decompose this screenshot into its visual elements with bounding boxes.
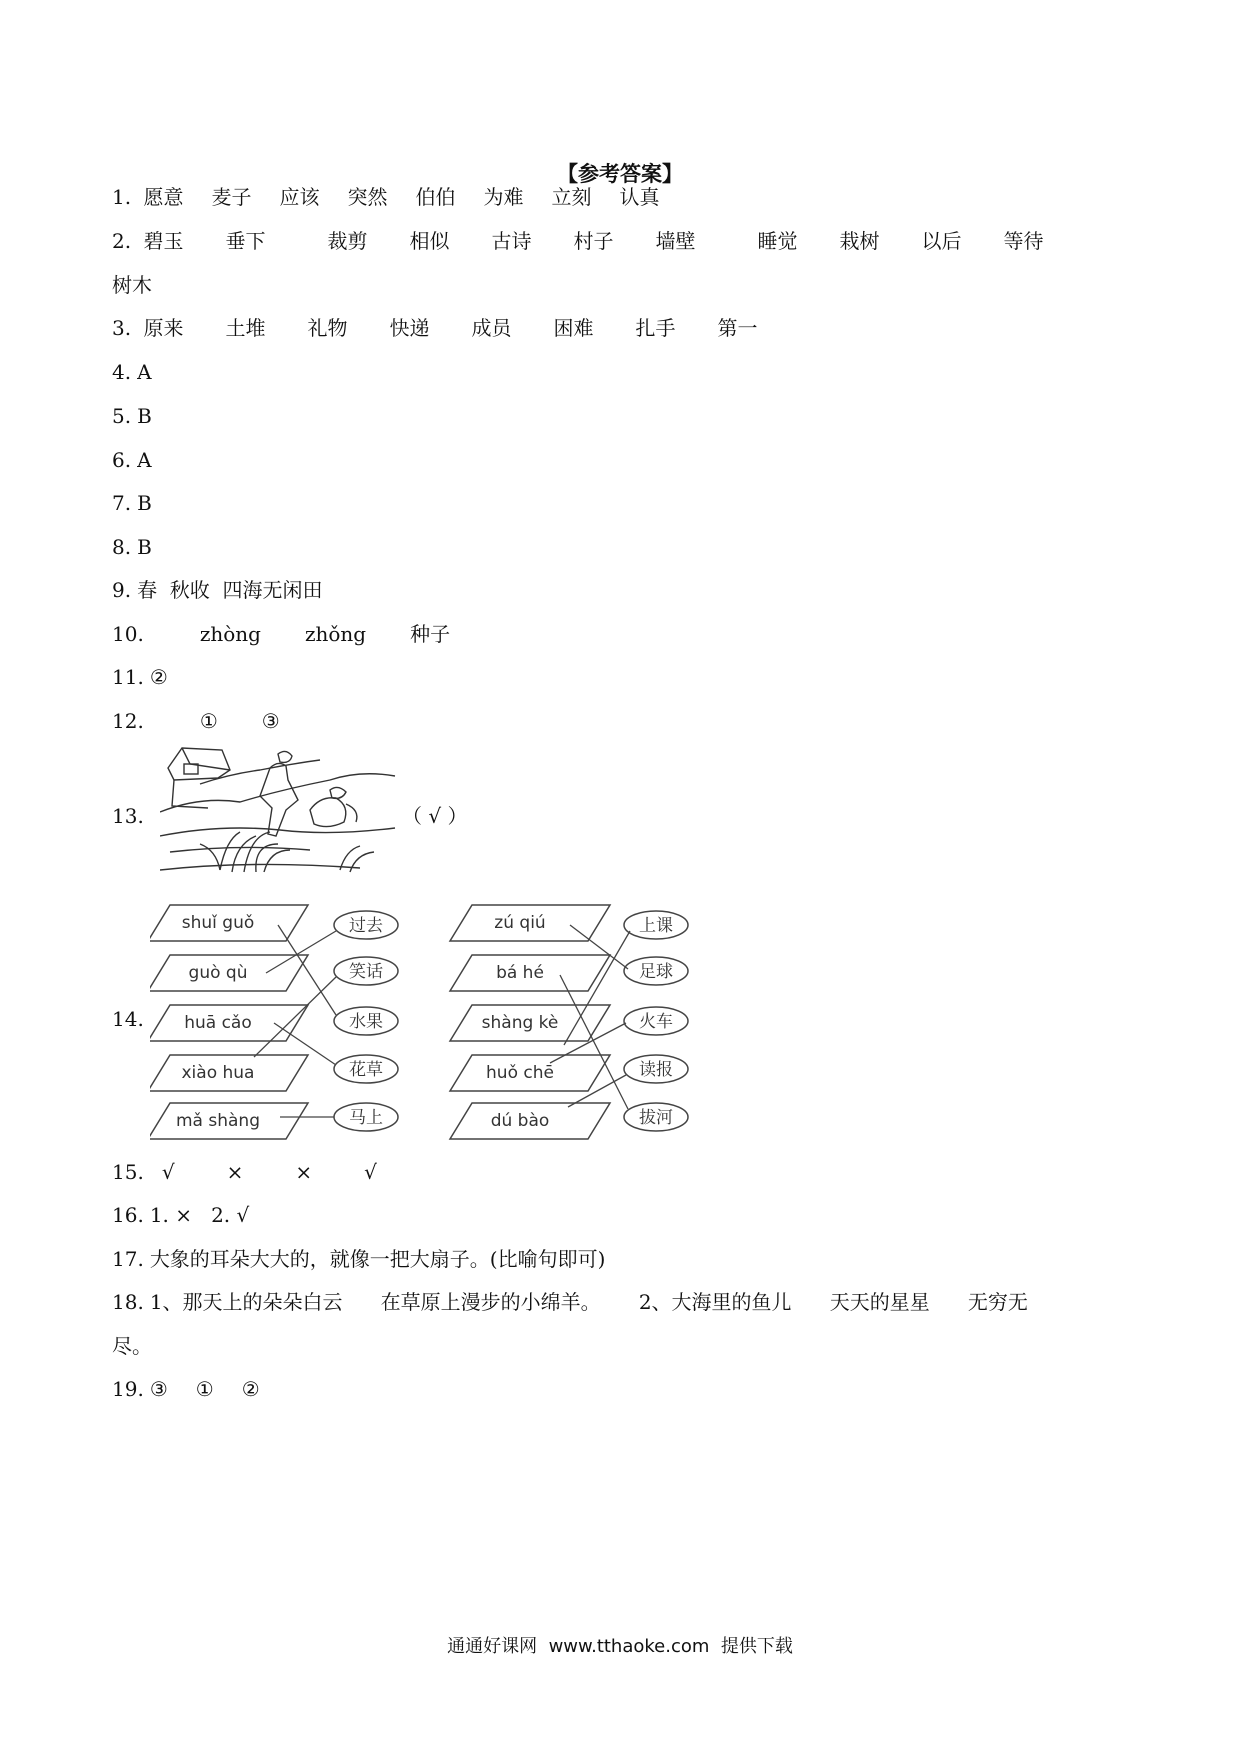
answer-number: 17. bbox=[112, 1247, 144, 1271]
answer-number: 19. bbox=[112, 1377, 144, 1401]
answer-word: 原来 bbox=[143, 316, 184, 340]
answer-word: 成员 bbox=[471, 316, 512, 340]
answer-word: 麦子 bbox=[211, 185, 252, 209]
answer-number: 16. bbox=[112, 1203, 144, 1227]
answer-word: 应该 bbox=[279, 185, 320, 209]
answer-text: 1. × 2. √ bbox=[149, 1203, 250, 1227]
page-title: 【参考答案】 bbox=[557, 162, 683, 186]
answer-text: 春 秋收 四海无闲田 bbox=[137, 578, 323, 602]
pinyin-label: shuǐ guǒ bbox=[181, 913, 255, 933]
answer-number: 10. bbox=[112, 622, 144, 646]
matching-diagram bbox=[150, 895, 790, 1155]
answer-word: ① bbox=[195, 1377, 214, 1401]
pinyin-label: shàng kè bbox=[481, 1013, 559, 1033]
answer-word: 睡觉 bbox=[757, 229, 798, 253]
pinyin-label: mǎ shàng bbox=[176, 1111, 260, 1131]
answer-text: ② bbox=[149, 665, 168, 689]
answer-number: 18. bbox=[112, 1290, 144, 1314]
word-label: 过去 bbox=[349, 916, 383, 936]
answer-text: 大象的耳朵大大的，就像一把大扇子。(比喻句即可) bbox=[149, 1247, 606, 1271]
answer-word: ② bbox=[241, 1377, 260, 1401]
answer-14-number: 14. bbox=[112, 1007, 144, 1031]
answer-word: ① bbox=[199, 709, 218, 733]
answer-text: B bbox=[137, 491, 152, 515]
answer-word: 立刻 bbox=[551, 185, 592, 209]
answer-word: 以后 bbox=[921, 229, 962, 253]
answer-6 bbox=[112, 446, 152, 474]
answer-number: 2. bbox=[112, 229, 132, 253]
answer-word: 为难 bbox=[483, 185, 524, 209]
answer-4 bbox=[112, 358, 152, 386]
answer-8 bbox=[112, 533, 152, 561]
answer-word: 伯伯 bbox=[415, 185, 456, 209]
answer-word: 等待 bbox=[1003, 229, 1044, 253]
answer-9 bbox=[112, 576, 323, 604]
answer-word: ③ bbox=[261, 709, 280, 733]
answer-word: zhòng bbox=[199, 622, 261, 646]
answer-word: ③ bbox=[149, 1377, 168, 1401]
answer-number: 12. bbox=[112, 709, 144, 733]
word-label: 马上 bbox=[349, 1108, 383, 1128]
answer-number: 8. bbox=[112, 535, 132, 559]
answer-11 bbox=[112, 663, 168, 691]
word-label: 火车 bbox=[639, 1012, 673, 1032]
pinyin-label: dú bào bbox=[490, 1111, 550, 1131]
answer-word: 困难 bbox=[553, 316, 594, 340]
answer-13-check: （ √ ） bbox=[402, 804, 468, 828]
answer-word: 碧玉 bbox=[143, 229, 184, 253]
answer-7 bbox=[112, 489, 152, 517]
answer-number: 9. bbox=[112, 578, 132, 602]
word-label: 足球 bbox=[639, 962, 673, 982]
word-label: 上课 bbox=[639, 916, 673, 936]
answer-16 bbox=[112, 1201, 249, 1229]
pinyin-label: zú qiú bbox=[494, 913, 546, 933]
answer-word: 垂下 bbox=[225, 229, 266, 253]
answer-mark: √ bbox=[161, 1160, 175, 1184]
answer-text: A bbox=[137, 448, 152, 472]
answer-3 bbox=[112, 314, 799, 342]
answer-13-number: 13. bbox=[112, 804, 144, 828]
footer-text: 通通好课网 www.tthaoke.com 提供下载 bbox=[447, 1636, 793, 1657]
answer-word: 村子 bbox=[573, 229, 614, 253]
answer-word: zhǒng bbox=[304, 622, 367, 646]
answer-18-continuation: 尽。 bbox=[112, 1334, 152, 1358]
answer-word: 认真 bbox=[619, 185, 660, 209]
pinyin-label: xiào hua bbox=[181, 1063, 255, 1083]
answer-word: 愿意 bbox=[143, 185, 184, 209]
answer-number: 7. bbox=[112, 491, 132, 515]
pinyin-label: huā cǎo bbox=[184, 1013, 252, 1033]
answer-word: 栽树 bbox=[839, 229, 880, 253]
answer-17 bbox=[112, 1245, 605, 1273]
word-label: 读报 bbox=[639, 1060, 673, 1080]
answer-number: 4. bbox=[112, 360, 132, 384]
answer-mark: × bbox=[295, 1160, 313, 1184]
answer-number: 1. bbox=[112, 185, 132, 209]
word-label: 笑话 bbox=[349, 962, 383, 982]
answer-number: 3. bbox=[112, 316, 132, 340]
answer-mark: √ bbox=[364, 1160, 377, 1184]
answer-10 bbox=[112, 620, 494, 648]
pinyin-label: bá hé bbox=[496, 963, 544, 983]
word-label: 水果 bbox=[349, 1012, 383, 1032]
answer-word: 第一 bbox=[717, 316, 758, 340]
answer-word: 礼物 bbox=[307, 316, 348, 340]
answer-12 bbox=[112, 707, 324, 735]
answer-5 bbox=[112, 402, 152, 430]
farm-illustration bbox=[160, 740, 400, 880]
answer-19 bbox=[112, 1375, 288, 1403]
answer-number: 6. bbox=[112, 448, 132, 472]
pinyin-label: guò qù bbox=[188, 963, 248, 983]
answer-word: 种子 bbox=[410, 622, 451, 646]
answer-number: 11. bbox=[112, 665, 144, 689]
answer-text: B bbox=[137, 535, 152, 559]
answer-text: B bbox=[137, 404, 152, 428]
answer-word: 快递 bbox=[389, 316, 430, 340]
answer-15 bbox=[112, 1158, 429, 1186]
answer-word: 扎手 bbox=[635, 316, 676, 340]
answer-number: 5. bbox=[112, 404, 132, 428]
pinyin-label: huǒ chē bbox=[486, 1063, 554, 1083]
answer-text: A bbox=[137, 360, 152, 384]
answer-word: 古诗 bbox=[491, 229, 532, 253]
answer-word: 相似 bbox=[409, 229, 450, 253]
answer-2-continuation: 树木 bbox=[112, 273, 152, 297]
answer-mark: × bbox=[226, 1160, 244, 1184]
answer-2 bbox=[112, 227, 1043, 255]
answer-word: 墙壁 bbox=[655, 229, 696, 253]
word-label: 花草 bbox=[349, 1060, 383, 1080]
answer-word: 裁剪 bbox=[327, 229, 368, 253]
word-label: 拔河 bbox=[639, 1108, 673, 1128]
answer-text: 1、那天上的朵朵白云 在草原上漫步的小绵羊。 2、大海里的鱼儿 天天的星星 无穷无 bbox=[149, 1290, 1028, 1314]
answer-word: 土堆 bbox=[225, 316, 266, 340]
answer-word: 突然 bbox=[347, 185, 388, 209]
answer-1 bbox=[112, 183, 687, 211]
answer-18 bbox=[112, 1288, 1028, 1316]
answer-number: 15. bbox=[112, 1160, 144, 1184]
